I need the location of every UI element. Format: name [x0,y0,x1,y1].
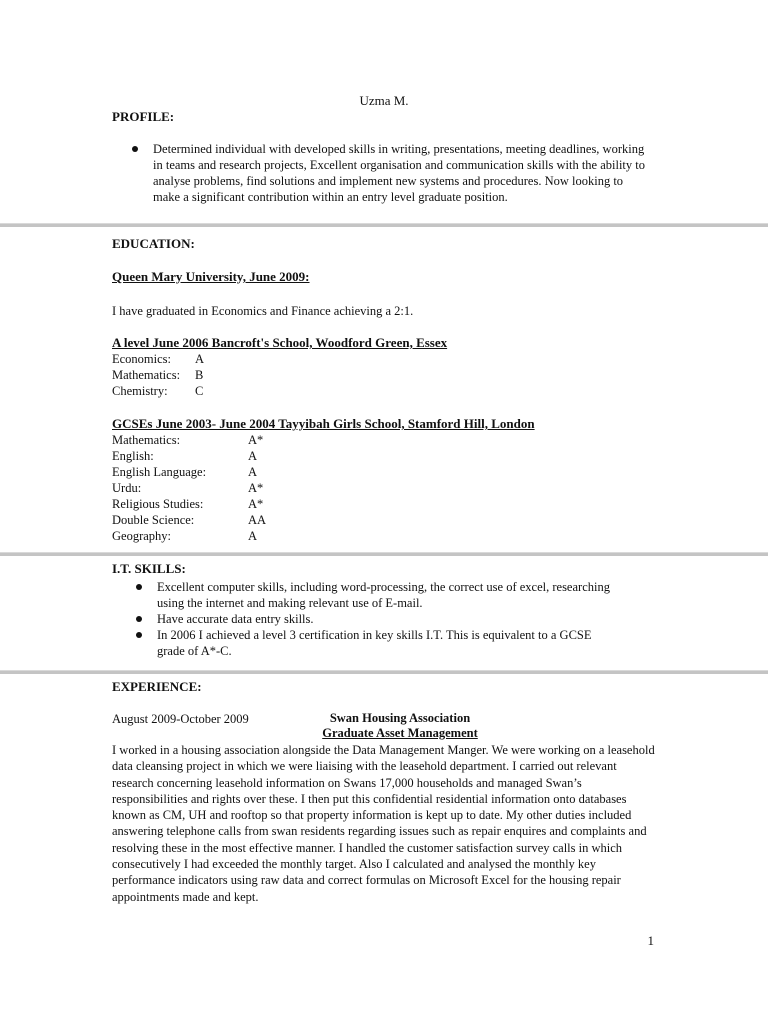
bullet-icon [136,616,142,622]
it-skill-bullet: Have accurate data entry skills. [157,611,617,627]
candidate-name: Uzma M. [359,93,409,108]
section-divider [0,223,768,227]
grade-value: A [248,529,258,543]
subject-label: Chemistry: [112,384,168,398]
university-text: I have graduated in Economics and Finance achieving a 2:1. [112,304,414,318]
experience-dates: August 2009-October 2009 [112,712,249,726]
profile-heading: PROFILE: [112,109,175,124]
a-level-title: A level June 2006 Bancroft's School, Woodford Green, Essex [112,335,448,350]
experience-employer: Swan Housing Association [329,711,471,725]
profile-list [153,141,653,205]
a-level-grades [112,351,204,399]
grade-row [112,464,266,480]
gcse-grades [112,432,266,544]
subject-label: Religious Studies: [112,497,204,511]
grade-value: A [248,465,258,479]
grade-value: A* [248,433,264,447]
subject-label: Urdu: [112,481,142,495]
subject-label: Mathematics: [112,368,181,382]
bullet-icon [136,632,142,638]
grade-value: B [195,368,204,382]
experience-description: I worked in a housing association alongside the Data Management Manger. We were working on a leasehold data cleansing project in which we were liaising with the leasehold department. I carried out relevant research concerning leasehold information on Swans 17,000 households and managed Swan’s responsibilities and rights over these. I then put this confidential residential information onto databases known as CM, UH and rooftop so that property information is kept up to date. My other duties included answering telephone calls from swan residents regarding issues such as repair enquires and complaints and resolving these in the most effective manner. I handled the customer satisfaction survey calls in which consecutively I had exceeded the monthly target. Also I calculated and analysed the monthly key performance indicators using raw data and correct formulas on Microsoft Excel for the housing repair appointments made and kept. [112,743,655,904]
university-title: Queen Mary University, June 2009: [112,269,310,284]
grade-row [112,448,266,464]
subject-label: Mathematics: [112,433,181,447]
education-heading: EDUCATION: [112,236,195,251]
grade-value: AA [248,513,267,527]
section-divider [0,552,768,556]
grade-value: A* [248,481,264,495]
gcse-title: GCSEs June 2003- June 2004 Tayyibah Girls School, Stamford Hill, London [112,416,535,431]
grade-value: A* [248,497,264,511]
bullet-icon [136,584,142,590]
subject-label: Double Science: [112,513,195,527]
subject-label: Geography: [112,529,172,543]
grade-row [112,512,266,528]
grade-row [112,367,204,383]
profile-bullet: Determined individual with developed skills in writing, presentations, meeting deadlines, working in teams and research projects, Excellent organisation and communication skills with the ability to analyse problems, find solutions and implement new systems and procedures. Now looking to make a significant contribution within an entry level graduate position. [153,141,653,205]
it-skill-bullet: In 2006 I achieved a level 3 certification in key skills I.T. This is equivalent to a GCSE grade of A*-C. [157,627,617,659]
experience-heading: EXPERIENCE: [112,679,202,694]
it-skills-list [157,579,617,659]
grade-row [112,528,266,544]
it-skill-bullet: Excellent computer skills, including word-processing, the correct use of excel, researching using the internet and making relevant use of E-mail. [157,579,617,611]
page-number: 1 [647,933,654,948]
subject-label: Economics: [112,352,172,366]
grade-row [112,383,204,399]
grade-row [112,351,204,367]
grade-row [112,480,266,496]
grade-value: A [195,352,205,366]
experience-role: Graduate Asset Management [322,726,478,740]
subject-label: English: [112,449,154,463]
bullet-icon [132,146,138,152]
grade-value: C [195,384,204,398]
grade-row [112,496,266,512]
subject-label: English Language: [112,465,207,479]
section-divider [0,670,768,674]
it-skills-heading: I.T. SKILLS: [112,561,186,576]
grade-row [112,432,266,448]
grade-value: A [248,449,258,463]
